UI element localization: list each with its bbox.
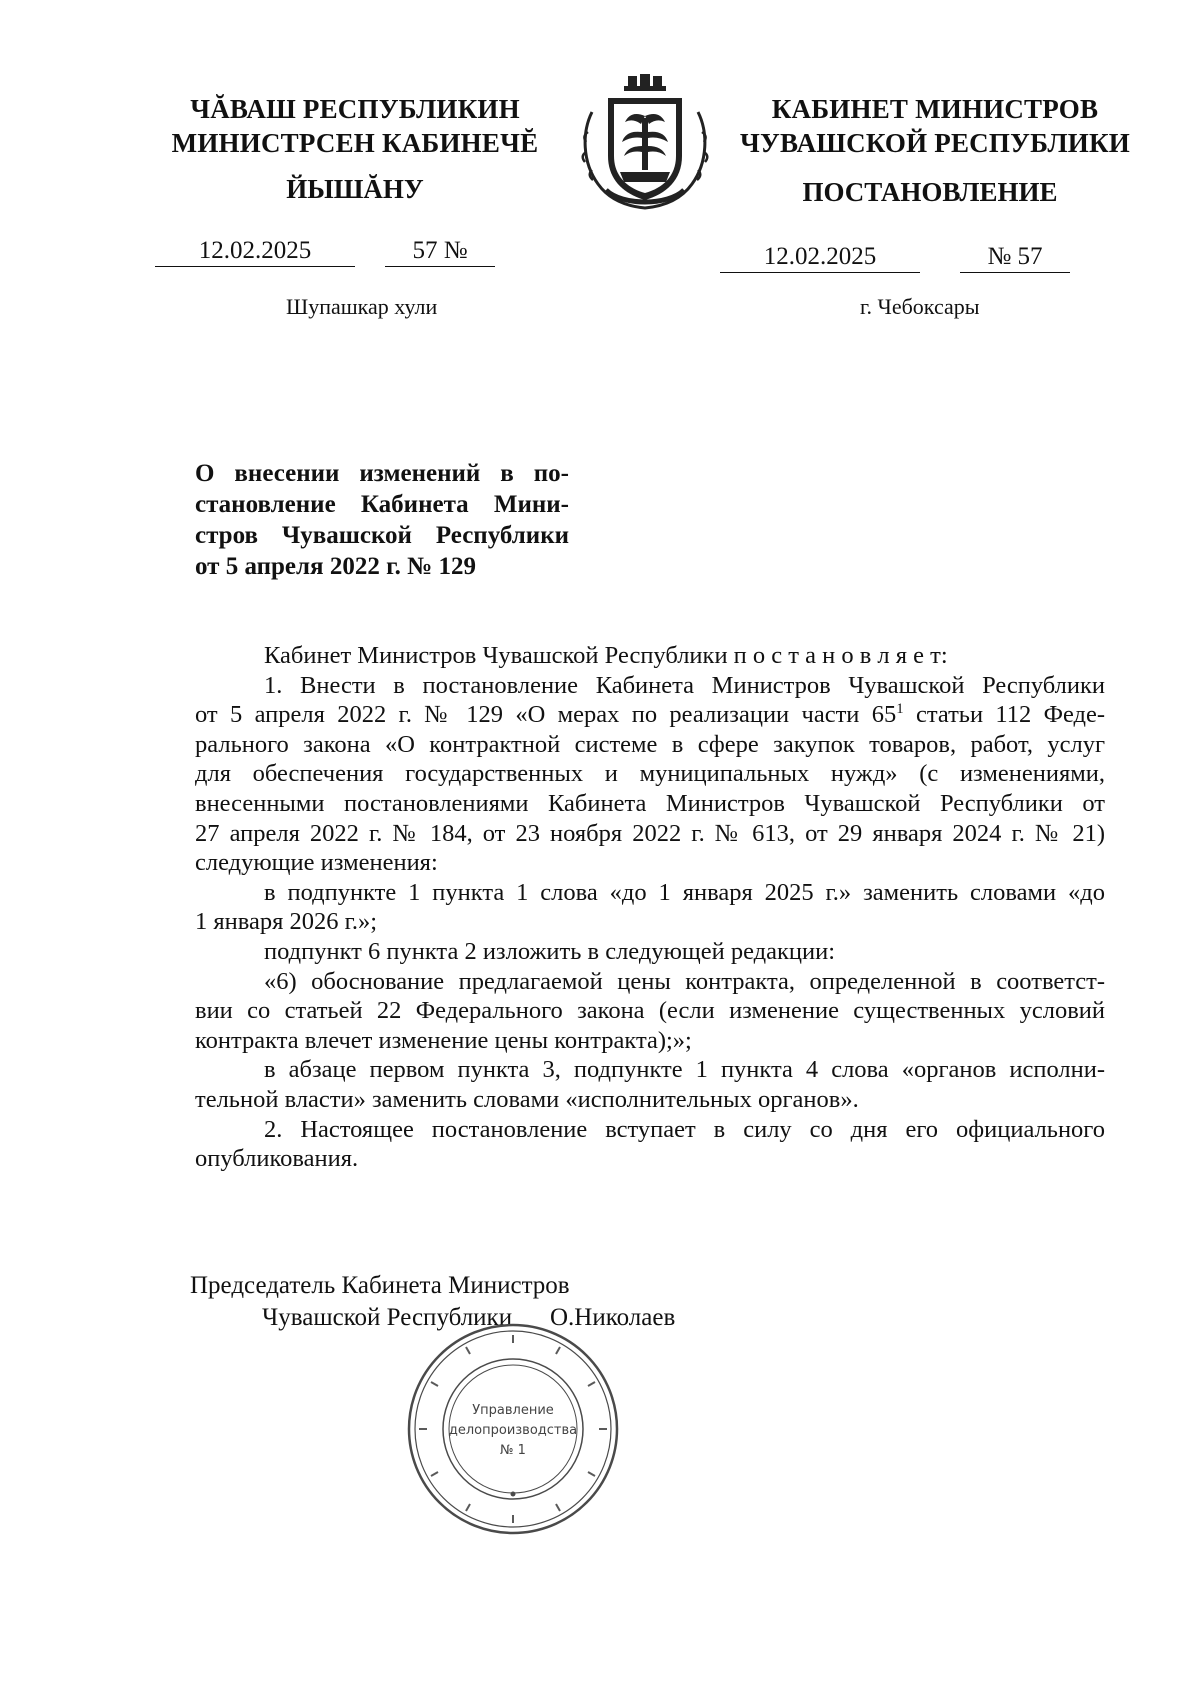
header-left-title [170,92,540,160]
body-p6-line2: опубликования. [195,1145,359,1173]
stamp-center-line1: Управление [472,1403,554,1418]
body-p1-line2 [195,700,1105,730]
emblem-icon [578,72,712,214]
body-p2-line1: в подпункте 1 пункта 1 слова «до 1 января 2025 г.» заменить словами «до [264,878,1105,906]
header-right-line1: КАБИНЕТ МИНИСТРОВ [771,94,1099,124]
body-p1-line2a: от 5 апреля 2022 г. № 129 «О мерах по реализации части 65 [195,701,897,729]
header-left-doc-kind: ЙЫШĂНУ [286,174,424,204]
stamp-center-line2: делопроизводства [448,1423,578,1438]
body-p4-line1: «6) обоснование предлагаемой цены контракта, определенной в соответст- [264,967,1105,995]
header-right-doc-kind: ПОСТАНОВЛЕНИЕ [802,177,1058,207]
subject-line4: от 5 апреля 2022 г. № 129 [195,553,476,580]
body-p3-line1: подпункт 6 пункта 2 изложить в следующей редакции: [264,937,836,965]
header-right-title [735,92,1135,160]
official-stamp [402,1318,624,1540]
signature-title-line1: Председатель Кабинета Министров [190,1272,570,1299]
subject-line3: стров Чувашской Республики [195,522,569,549]
header-right-line2: ЧУВАШСКОЙ РЕСПУБЛИКИ [740,128,1130,158]
subject-line2: становление Кабинета Мини- [195,491,569,518]
right-date-field: 12.02.2025 [720,242,920,273]
document-subject [195,458,569,582]
body-p1-line7: следующие изменения: [195,849,438,877]
body-p4-line3: контракта влечет изменение цены контракта);»; [195,1026,692,1054]
body-p1-line6: 27 апреля 2022 г. № 184, от 23 ноября 2022 г. № 613, от 29 января 2024 г. № 21) [195,819,1105,847]
signature-name: О.Николаев [550,1304,676,1331]
stamp-seal-icon [402,1318,624,1540]
header-left-line1: ЧĂВАШ РЕСПУБЛИКИН [190,94,520,124]
body-p1-line3: рального закона «О контрактной системе в сфере закупок товаров, работ, услуг [195,730,1105,758]
body-preamble: Кабинет Министров Чувашской Республики п о с т а н о в л я е т: [264,642,948,669]
stamp-center-line3: № 1 [500,1443,526,1458]
header-left-line2: МИНИСТРСЕН КАБИНЕЧĔ [171,128,539,158]
left-place: Шупашкар хули [286,294,438,319]
body-p5-line1: в абзаце первом пункта 3, подпункте 1 пункта 4 слова «органов исполни- [264,1056,1105,1084]
coat-of-arms-emblem [578,72,712,214]
body-p5-line2: тельной власти» заменить словами «исполнительных органов». [195,1085,859,1113]
superscript-1: 1 [896,701,904,718]
right-place: г. Чебоксары [860,294,980,319]
left-date-field: 12.02.2025 [155,236,355,267]
body-p2-line2: 1 января 2026 г.»; [195,908,378,936]
body-p1-line1: 1. Внести в постановление Кабинета Министров Чувашской Республики [264,671,1105,699]
body-p1-line4: для обеспечения государственных и муниципальных нужд» (с изменениями, [195,760,1105,788]
body-p6-line1: 2. Настоящее постановление вступает в силу со дня его официального [264,1115,1105,1143]
body-p1-line5: внесенными постановлениями Кабинета Министров Чувашской Республики от [195,789,1105,817]
body-p1-line2b: статьи 112 Феде- [903,701,1106,729]
signature-title-line2: Чувашской Республики [262,1304,513,1331]
document-body [195,641,1105,1174]
subject-line1: О внесении изменений в по- [195,460,569,487]
body-p4-line2: вии со статьей 22 Федерального закона (если изменение существенных условий [195,997,1105,1025]
left-number-field: 57 № [385,236,495,267]
right-number-field: № 57 [960,242,1070,273]
